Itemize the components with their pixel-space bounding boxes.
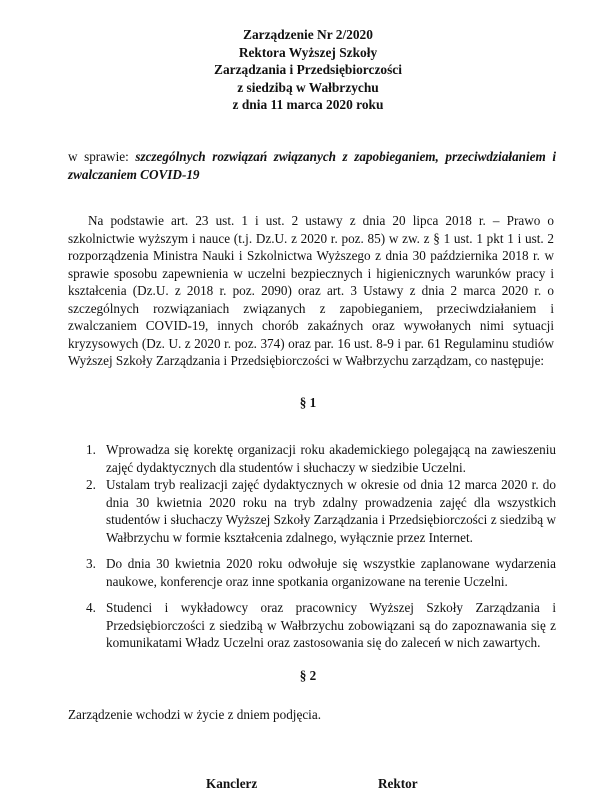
section-1-heading: § 1 — [299, 395, 317, 410]
title-line: z siedzibą w Wałbrzychu — [237, 79, 379, 95]
list-item — [68, 599, 556, 652]
list-item-number: 2. — [86, 477, 96, 492]
list-item-text: Do dnia 30 kwietnia 2020 roku odwołuje się wszystkie zaplanowane wydarzenia naukowe, konferencje oraz inne spotkania organizowane na terenie Uczelni. — [106, 556, 556, 589]
section-2-heading: § 2 — [299, 668, 317, 683]
title-line: Rektora Wyższej Szkoły — [238, 44, 378, 60]
list-item-number: 4. — [86, 600, 96, 615]
subject-line — [68, 148, 556, 183]
title-line: z dnia 11 marca 2020 roku — [232, 97, 384, 112]
title-line: Zarządzenie Nr 2/2020 — [243, 27, 373, 42]
list-item — [68, 555, 556, 590]
intro-paragraph: Na podstawie art. 23 ust. 1 i ust. 2 ustawy z dnia 20 lipca 2018 r. – Prawo o szkolnictwie wyższym i nauce (t.j. Dz.U. z 2020 r. poz. 85) w zw. z § 1 ust. 1 pkt 1 i ust. 2 rozporządzenia Ministra Nauki i Szkolnictwa Wyższego z dnia 30 października 2018 r. w sprawie sposobu zapewnienia w uczelni bezpiecznych i higienicznych warunków pracy i kształcenia (Dz.U. z 2018 r. poz. 2090) oraz art. 3 Ustawy z dnia 2 marca 2020 r. o szczególnych rozwiązaniach związanych z zapobieganiem, przeciwdziałaniem i zwalczaniem COVID-19, innych chorób zakaźnych oraz wywołanych nimi sytuacji kryzysowych (Dz. U. z 2020 r. poz. 374) oraz par. 16 ust. 8-9 i par. 61 Regulaminu studiów Wyższej Szkoły Zarządzania i Przedsiębiorczości w Wałbrzychu zarządzam, co następuje: — [68, 213, 554, 368]
list-item-number: 3. — [86, 556, 96, 571]
subject-text: szczególnych rozwiązań związanych z zapobieganiem, przeciwdziałaniem i zwalczaniem COVID-19 — [68, 149, 556, 182]
list-item-text: Studenci i wykładowcy oraz pracownicy Wyższej Szkoły Zarządzania i Przedsiębiorczości z siedzibą w Wałbrzychu zobowiązani są do zapoznawania się z komunikatami Władz Uczelni oraz zastosowania się do zaleceń w nich zawartych. — [106, 600, 556, 650]
list-item-text: Ustalam tryb realizacji zajęć dydaktycznych w okresie od dnia 12 marca 2020 r. do dnia 30 kwietnia 2020 roku na tryb zdalny prowadzenia zajęć dla wszystkich studentów i słuchaczy Wyższej Szkoły Zarządzania i Przedsiębiorczości z siedzibą w Wałbrzychu w formie kształcenia zdalnego, wyłącznie przez Internet. — [106, 477, 556, 545]
list-item-text: Wprowadza się korektę organizacji roku akademickiego polegającą na zawieszeniu zajęć dydaktycznych dla studentów i słuchaczy w siedzibie Uczelni. — [106, 442, 556, 475]
title-line: Zarządzania i Przedsiębiorczości — [214, 62, 402, 77]
document-title — [0, 26, 616, 114]
subject-prefix: w sprawie: — [68, 149, 129, 164]
provisions-list — [68, 441, 556, 652]
final-statement: Zarządzenie wchodzi w życie z dniem podjęcia. — [68, 707, 321, 722]
list-item — [68, 476, 556, 546]
signature-chancellor: Kanclerz — [206, 776, 258, 791]
list-item-number: 1. — [86, 442, 96, 457]
list-item — [68, 441, 556, 476]
signature-rector: Rektor — [378, 776, 418, 791]
